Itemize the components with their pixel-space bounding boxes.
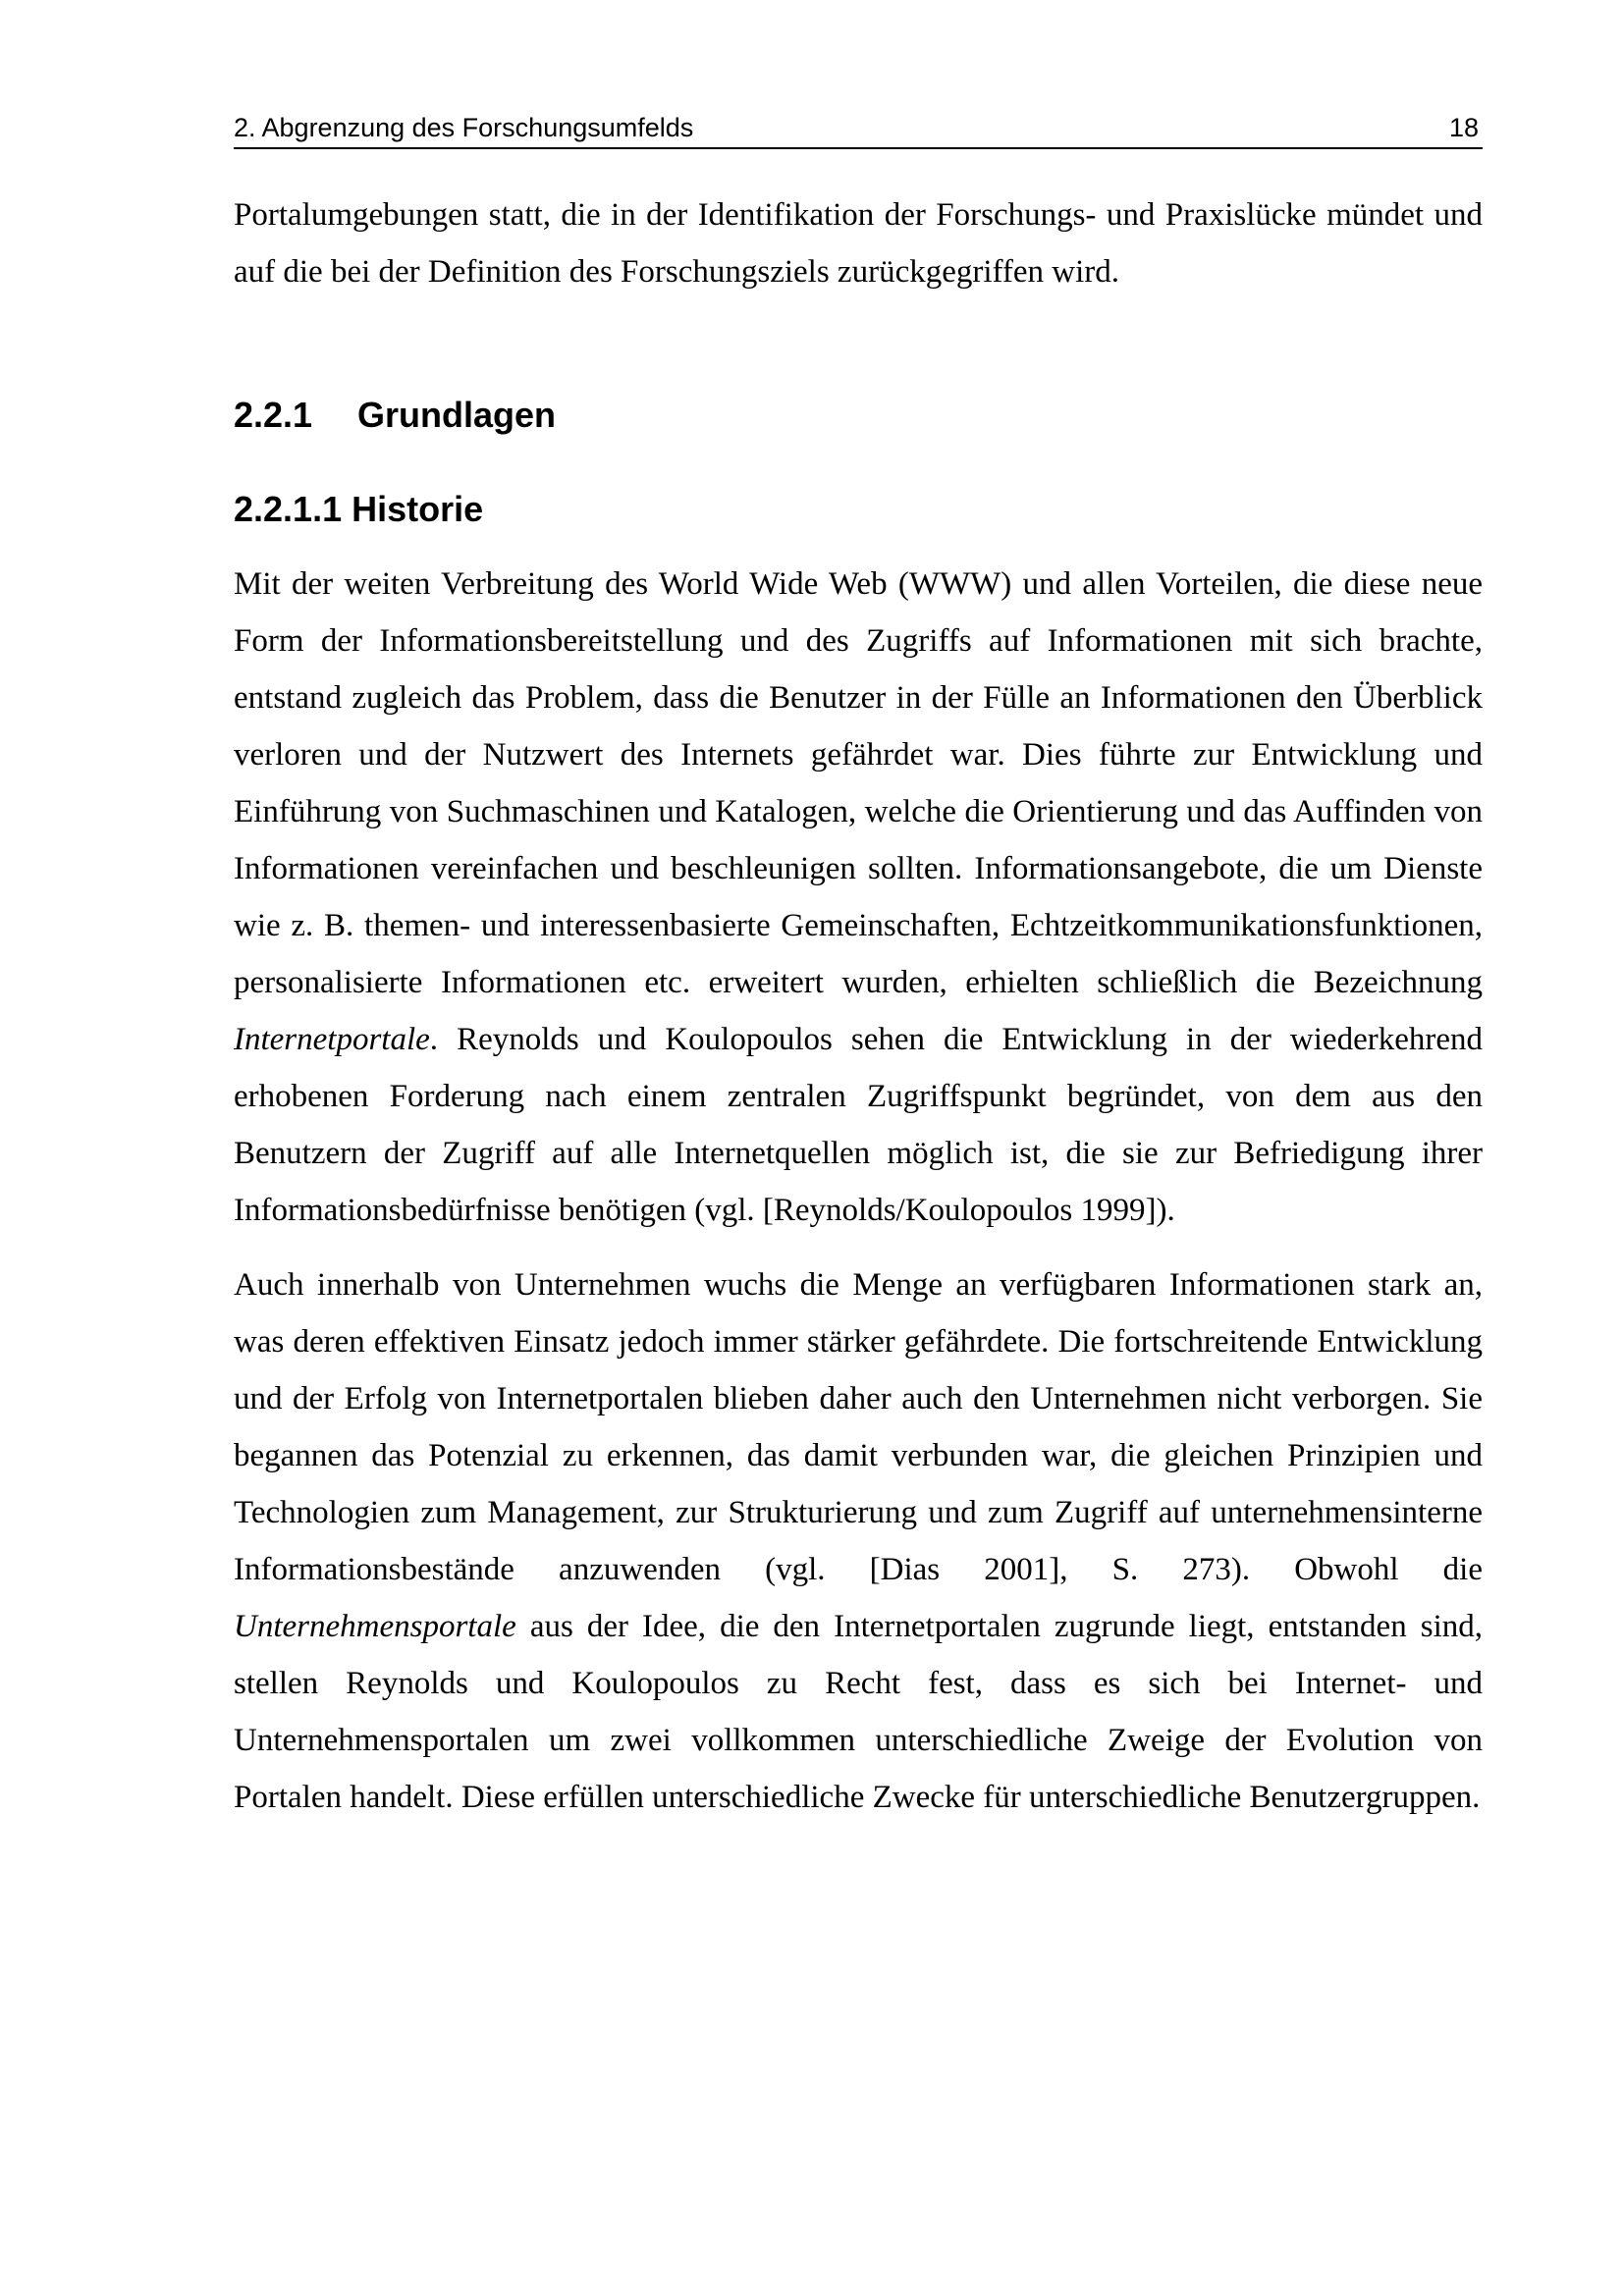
page-content <box>234 187 1483 1843</box>
section-title: Grundlagen <box>357 395 557 435</box>
paragraph-text: . Reynolds und Koulopoulos sehen die Entwicklung in der wiederkehrend erhobenen Forderung nach einem zentralen Zugriffspunkt begründet, von dem aus den Benutzern der Zugriff auf alle Internetquellen möglich ist, die sie zur Befriedigung ihrer Informationsbedürfnisse benötigen (vgl. [Reynolds/Koulopoulos 1999]). <box>234 1022 1483 1228</box>
running-header <box>234 108 1483 149</box>
paragraph-text: Auch innerhalb von Unternehmen wuchs die Menge an verfügbaren Informationen stark an, was deren effektiven Einsatz jedoch immer stärker gefährdete. Die fortschreitende Entwicklung und der Erfolg von Internetportalen blieben daher auch den Unternehmen nicht verborgen. Sie begannen das Potenzial zu erkennen, das damit verbunden war, die gleichen Prinzipien und Technologien zum Management, zur Strukturierung und zum Zugriff auf unternehmensinterne Informationsbestände anzuwenden (vgl. [Dias 2001], S. 273). Obwohl die <box>234 1267 1483 1587</box>
paragraph-history <box>234 556 1483 1239</box>
emphasized-term: Unternehmensportale <box>234 1609 516 1644</box>
section-number: 2.2.1 <box>234 395 313 435</box>
emphasized-term: Internetportale <box>234 1022 430 1057</box>
intro-paragraph: Portalumgebungen statt, die in der Identifikation der Forschungs- und Praxislücke mündet und auf die bei der Definition des Forschungsziels zurückgegriffen wird. <box>234 197 1483 290</box>
paragraph-enterprise <box>234 1256 1483 1826</box>
section-heading <box>234 391 1483 440</box>
chapter-title: 2. Abgrenzung des Forschungsumfelds <box>234 113 694 142</box>
page-number: 18 <box>1448 113 1479 142</box>
paragraph-text: aus der Idee, die den Internetportalen zugrunde liegt, entstanden sind, stellen Reynolds und Koulopoulos zu Recht fest, dass es sich bei Internet- und Unternehmensportalen um zwei vollkommen unterschiedliche Zweige der Evolution von Portalen handelt. Diese erfüllen unterschiedliche Zwecke für unterschiedliche Benutzergruppen. <box>234 1609 1483 1815</box>
paragraph-text: Mit der weiten Verbreitung des World Wide Web (WWW) und allen Vorteilen, die diese neue Form der Informationsbereitstellung und des Zugriffs auf Informationen mit sich brachte, entstand zugleich das Problem, dass die Benutzer in der Fülle an Informationen den Überblick verloren und der Nutzwert des Internets gefährdet war. Dies führte zur Entwicklung und Einführung von Suchmaschinen und Katalogen, welche die Orientierung und das Auffinden von Informationen vereinfachen und beschleunigen sollten. Informationsangebote, die um Dienste wie z. B. themen- und interessenbasierte Gemeinschaften, Echtzeitkommunikationsfunktionen, personalisierte Informationen etc. erweitert wurden, erhielten schließlich die Bezeichnung <box>234 566 1483 1000</box>
subsection-heading: 2.2.1.1 Historie <box>234 489 484 529</box>
